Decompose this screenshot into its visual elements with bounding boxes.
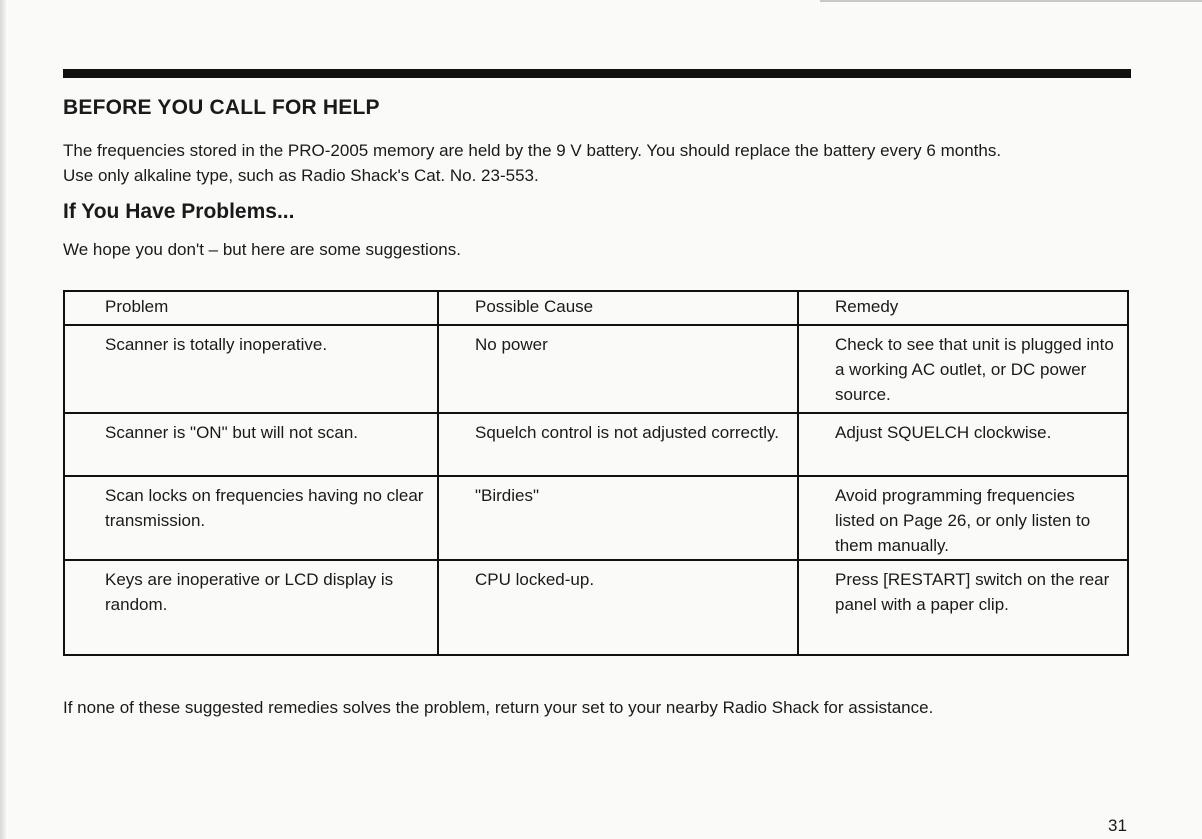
header-remedy: Remedy xyxy=(798,291,1128,325)
cause-cell: CPU locked-up. xyxy=(438,560,798,655)
remedy-cell: Check to see that unit is plugged into a working AC outlet, or DC power source. xyxy=(798,325,1128,413)
assistance-note: If none of these suggested remedies solves the problem, return your set to your nearby Radio Shack for assistance. xyxy=(63,698,934,717)
table-row xyxy=(64,476,1128,560)
remedy-cell: Avoid programming frequencies listed on Page 26, or only listen to them manually. xyxy=(798,476,1128,560)
header-problem: Problem xyxy=(64,291,438,325)
table-row xyxy=(64,325,1128,413)
cause-cell: No power xyxy=(438,325,798,413)
problem-cell: Scanner is totally inoperative. xyxy=(64,325,438,413)
problem-cell: Scan locks on frequencies having no clear transmission. xyxy=(64,476,438,560)
remedy-cell: Adjust SQUELCH clockwise. xyxy=(798,413,1128,476)
header-possible-cause: Possible Cause xyxy=(438,291,798,325)
top-border-line xyxy=(820,0,1202,2)
problems-intro: We hope you don't – but here are some suggestions. xyxy=(63,240,461,259)
page-number: 31 xyxy=(1108,816,1127,835)
battery-paragraph-line-2: Use only alkaline type, such as Radio Shack's Cat. No. 23-553. xyxy=(63,166,539,185)
table-header-row xyxy=(64,291,1128,325)
remedy-cell: Press [RESTART] switch on the rear panel with a paper clip. xyxy=(798,560,1128,655)
problem-cell: Keys are inoperative or LCD display is random. xyxy=(64,560,438,655)
table-row xyxy=(64,560,1128,655)
battery-paragraph xyxy=(63,138,1138,188)
section-rule xyxy=(63,69,1131,78)
table-row xyxy=(64,413,1128,476)
problems-heading: If You Have Problems... xyxy=(63,200,295,223)
cause-cell: Squelch control is not adjusted correctly. xyxy=(438,413,798,476)
problem-cell: Scanner is "ON" but will not scan. xyxy=(64,413,438,476)
cause-cell: "Birdies" xyxy=(438,476,798,560)
troubleshooting-table xyxy=(63,290,1129,656)
battery-paragraph-line-1: The frequencies stored in the PRO-2005 memory are held by the 9 V battery. You should replace the battery every 6 months. xyxy=(63,141,1002,160)
section-heading: BEFORE YOU CALL FOR HELP xyxy=(63,96,380,119)
page-edge-shadow xyxy=(0,0,6,839)
